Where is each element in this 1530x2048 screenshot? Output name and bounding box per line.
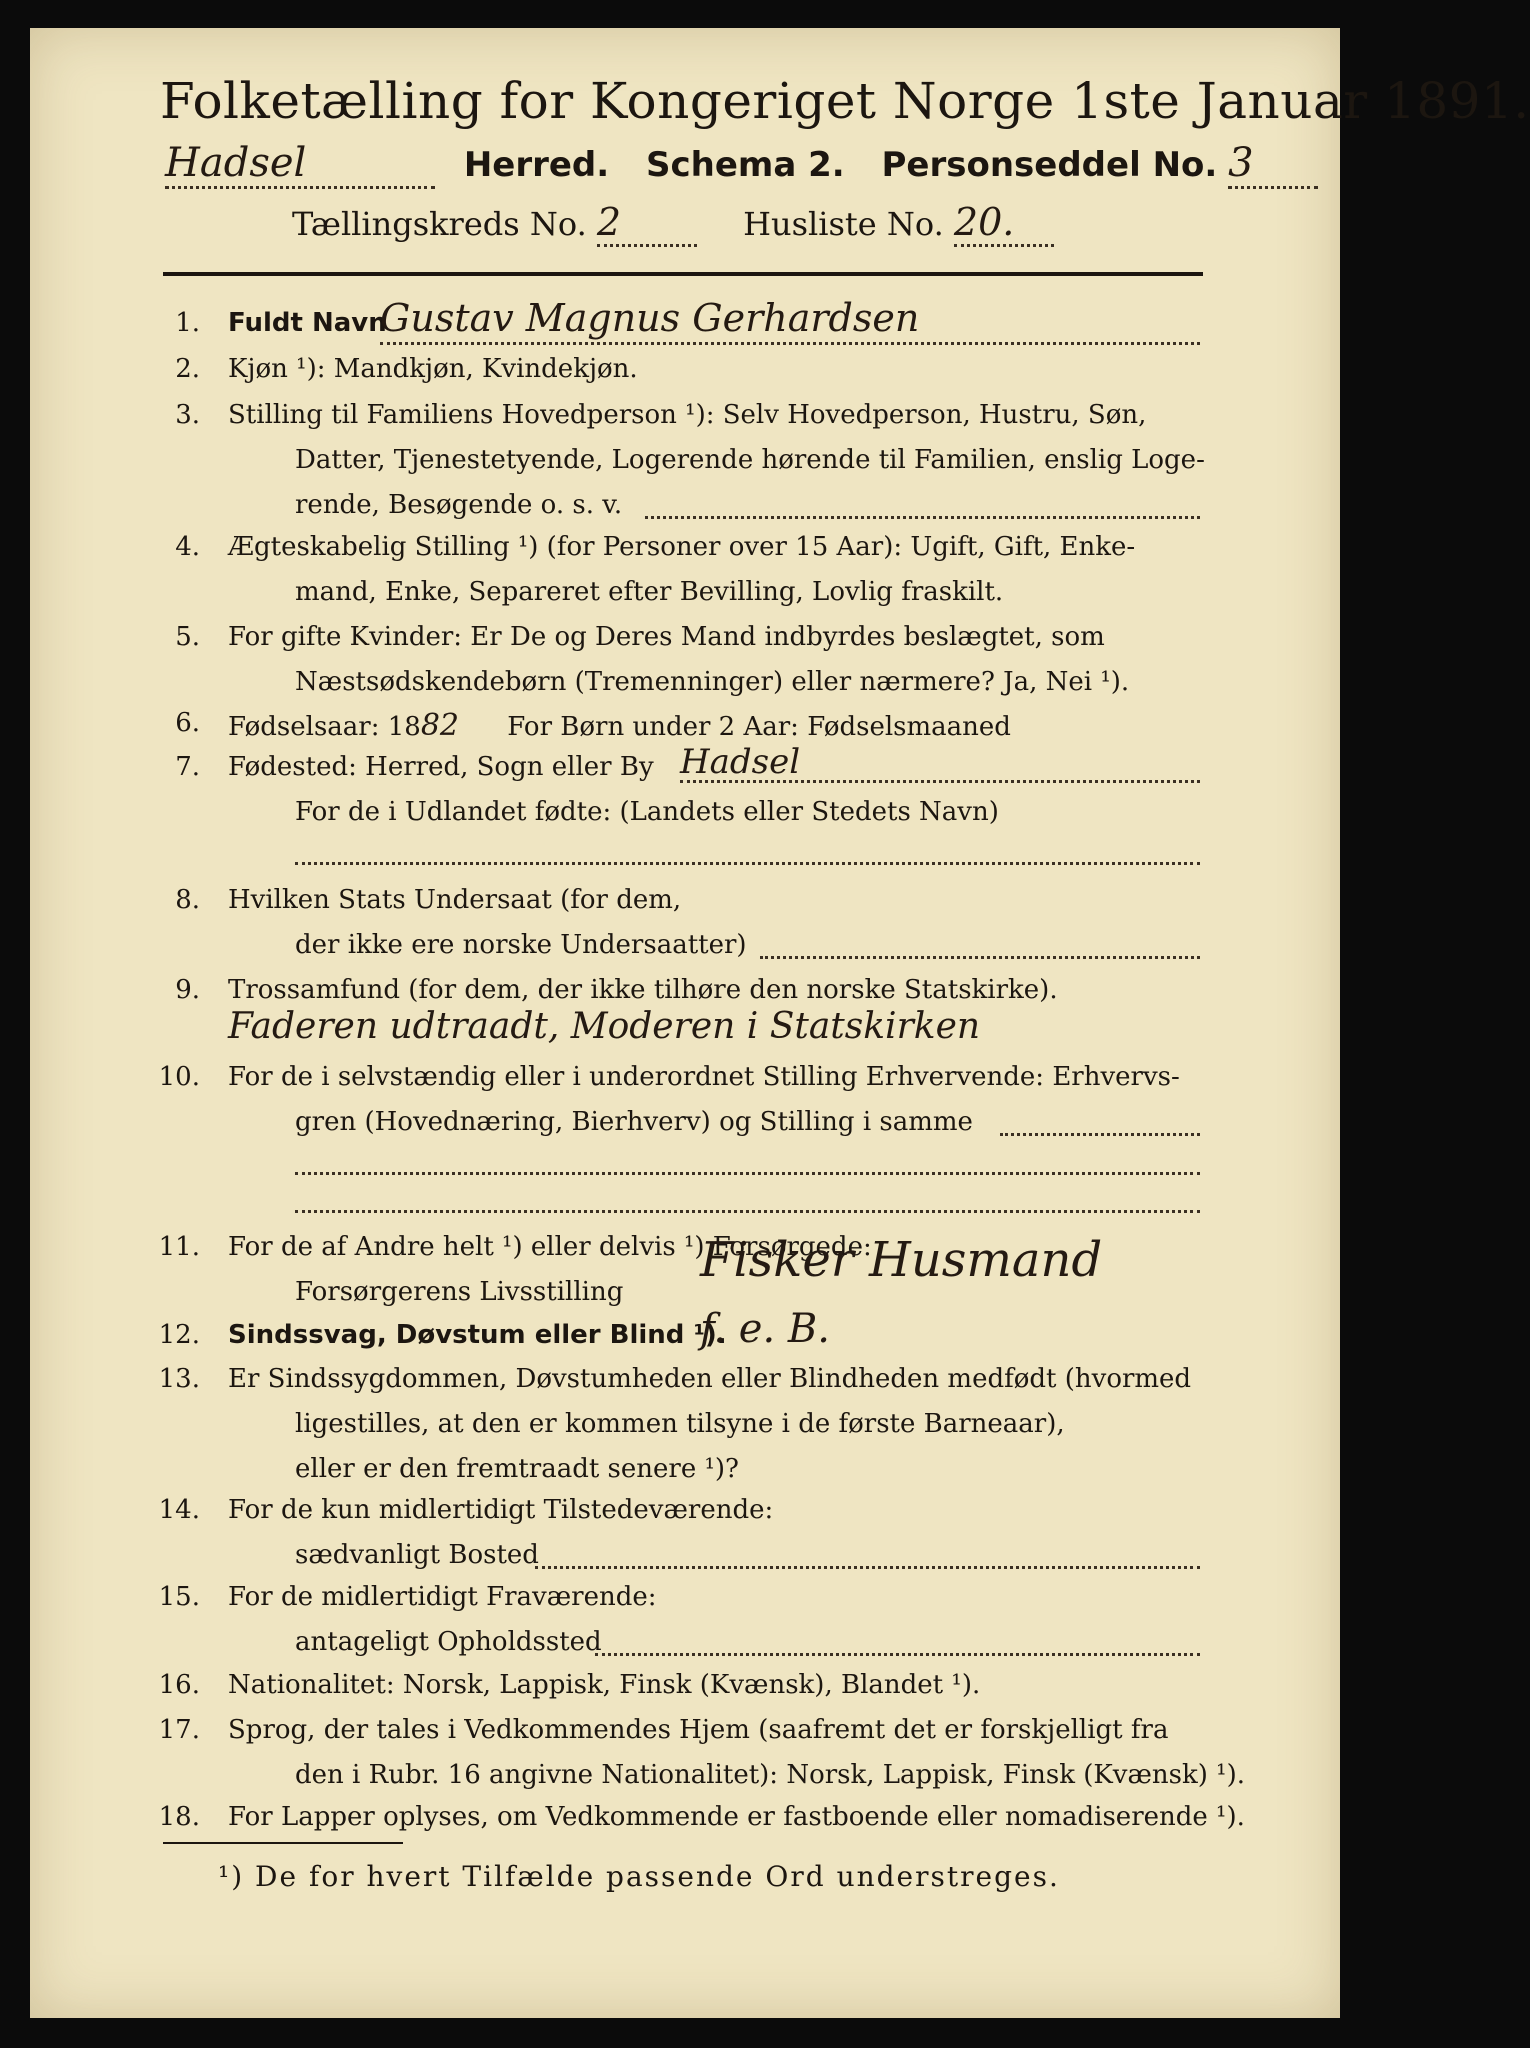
q18-line1: For Lapper oplyses, om Vedkommende er fastboende eller nomadiserende ¹). bbox=[228, 1802, 1245, 1832]
q12-answer: f. e. B. bbox=[700, 1306, 831, 1352]
q17-line2: den i Rubr. 16 angivne Nationalitet): Norsk, Lappisk, Finsk (Kvænsk) ¹). bbox=[295, 1760, 1246, 1790]
q14-line1: For de kun midlertidigt Tilstedeværende: bbox=[228, 1495, 774, 1525]
q12-number: 12. bbox=[158, 1320, 200, 1350]
q6-number: 6. bbox=[175, 708, 200, 738]
q4-line2: mand, Enke, Separeret efter Bevilling, Lovlig fraskilt. bbox=[295, 577, 1004, 607]
q14-number: 14. bbox=[158, 1495, 200, 1525]
schema-label: Schema 2. bbox=[646, 145, 845, 185]
q5-line2: Næstsødskendebørn (Tremenninger) eller nærmere? Ja, Nei ¹). bbox=[295, 667, 1130, 697]
q3-number: 3. bbox=[175, 400, 200, 430]
q6-line2: For Børn under 2 Aar: Fødselsmaaned bbox=[507, 712, 1011, 742]
q17-number: 17. bbox=[158, 1715, 200, 1745]
q6-label: Fødselsaar: 18 bbox=[228, 712, 421, 742]
q4-number: 4. bbox=[175, 532, 200, 562]
q17-line1: Sprog, der tales i Vedkommendes Hjem (saafremt det er forskjelligt fra bbox=[228, 1715, 1169, 1745]
herred-label: Herred. bbox=[463, 145, 610, 185]
q9-answer: Faderen udtraadt, Moderen i Statskirken bbox=[228, 1006, 981, 1047]
herred-value: Hadsel bbox=[165, 140, 435, 189]
husliste-label: Husliste No. bbox=[743, 205, 944, 243]
q11-line2: Forsørgerens Livsstilling bbox=[295, 1277, 624, 1307]
q5-number: 5. bbox=[175, 622, 200, 652]
q3-line3: rende, Besøgende o. s. v. bbox=[295, 490, 623, 520]
q6-year: 82 bbox=[420, 708, 460, 743]
husliste-value: 20. bbox=[954, 200, 1054, 247]
q1-number: 1. bbox=[175, 308, 200, 338]
q10-line2: gren (Hovednæring, Bierhverv) og Stilling i samme bbox=[295, 1107, 973, 1137]
q11-answer: Fisker Husmand bbox=[700, 1232, 1103, 1288]
q9-line1: Trossamfund (for dem, der ikke tilhøre den norske Statskirke). bbox=[228, 975, 1058, 1005]
personseddel-value: 3 bbox=[1228, 140, 1318, 189]
q13-line3: eller er den fremtraadt senere ¹)? bbox=[295, 1454, 739, 1484]
form-title: Folketælling for Kongeriget Norge 1ste Januar 1891. bbox=[160, 72, 1530, 130]
q16-line1: Nationalitet: Norsk, Lappisk, Finsk (Kvænsk), Blandet ¹). bbox=[228, 1670, 981, 1700]
kreds-row bbox=[292, 200, 1054, 247]
q18-number: 18. bbox=[158, 1802, 200, 1832]
header-rule bbox=[163, 272, 1203, 276]
q11-number: 11. bbox=[158, 1232, 200, 1262]
q1-answer: Gustav Magnus Gerhardsen bbox=[380, 296, 920, 340]
personseddel-label: Personseddel No. bbox=[881, 145, 1218, 185]
q9-number: 9. bbox=[175, 975, 200, 1005]
q15-line2: antageligt Opholdssted bbox=[295, 1627, 602, 1657]
q8-number: 8. bbox=[175, 885, 200, 915]
herred-row bbox=[165, 140, 1318, 189]
q15-line1: For de midlertidigt Fraværende: bbox=[228, 1582, 657, 1612]
q10-line1: For de i selvstændig eller i underordnet Stilling Erhvervende: Erhvervs- bbox=[228, 1062, 1180, 1092]
q7-answer: Hadsel bbox=[680, 742, 801, 782]
q3-line2: Datter, Tjenestetyende, Logerende hørende til Familien, enslig Loge- bbox=[295, 445, 1205, 475]
q1-label: Fuldt Navn bbox=[228, 308, 387, 338]
q2-text: Kjøn ¹): Mandkjøn, Kvindekjøn. bbox=[228, 354, 638, 384]
q7-line1: Fødested: Herred, Sogn eller By bbox=[228, 752, 654, 782]
kreds-label: Tællingskreds No. bbox=[292, 205, 587, 243]
q10-number: 10. bbox=[158, 1062, 200, 1092]
q2-number: 2. bbox=[175, 354, 200, 384]
q4-line1: Ægteskabelig Stilling ¹) (for Personer over 15 Aar): Ugift, Gift, Enke- bbox=[228, 532, 1136, 562]
q3-line1: Stilling til Familiens Hovedperson ¹): Selv Hovedperson, Hustru, Søn, bbox=[228, 400, 1147, 430]
kreds-value: 2 bbox=[597, 200, 697, 247]
q15-number: 15. bbox=[158, 1582, 200, 1612]
q13-number: 13. bbox=[158, 1364, 200, 1394]
q14-line2: sædvanligt Bosted bbox=[295, 1540, 539, 1570]
q13-line2: ligestilles, at den er kommen tilsyne i de første Barneaar), bbox=[295, 1409, 1065, 1439]
q13-line1: Er Sindssygdommen, Døvstumheden eller Blindheden medfødt (hvormed bbox=[228, 1364, 1192, 1394]
q7-number: 7. bbox=[175, 752, 200, 782]
q6-text bbox=[228, 708, 1011, 743]
footnote: ¹) De for hvert Tilfælde passende Ord understreges. bbox=[218, 1860, 1060, 1893]
q8-line2: der ikke ere norske Undersaatter) bbox=[295, 930, 747, 960]
q8-line1: Hvilken Stats Undersaat (for dem, bbox=[228, 885, 682, 915]
footnote-rule bbox=[163, 1842, 403, 1844]
q5-line1: For gifte Kvinder: Er De og Deres Mand indbyrdes beslægtet, som bbox=[228, 622, 1105, 652]
q16-number: 16. bbox=[158, 1670, 200, 1700]
q11-line1: For de af Andre helt ¹) eller delvis ¹) Forsørgede: bbox=[228, 1232, 872, 1262]
q12-line1: Sindssvag, Døvstum eller Blind ¹). bbox=[228, 1320, 727, 1350]
q7-line2: For de i Udlandet fødte: (Landets eller Stedets Navn) bbox=[295, 797, 999, 827]
